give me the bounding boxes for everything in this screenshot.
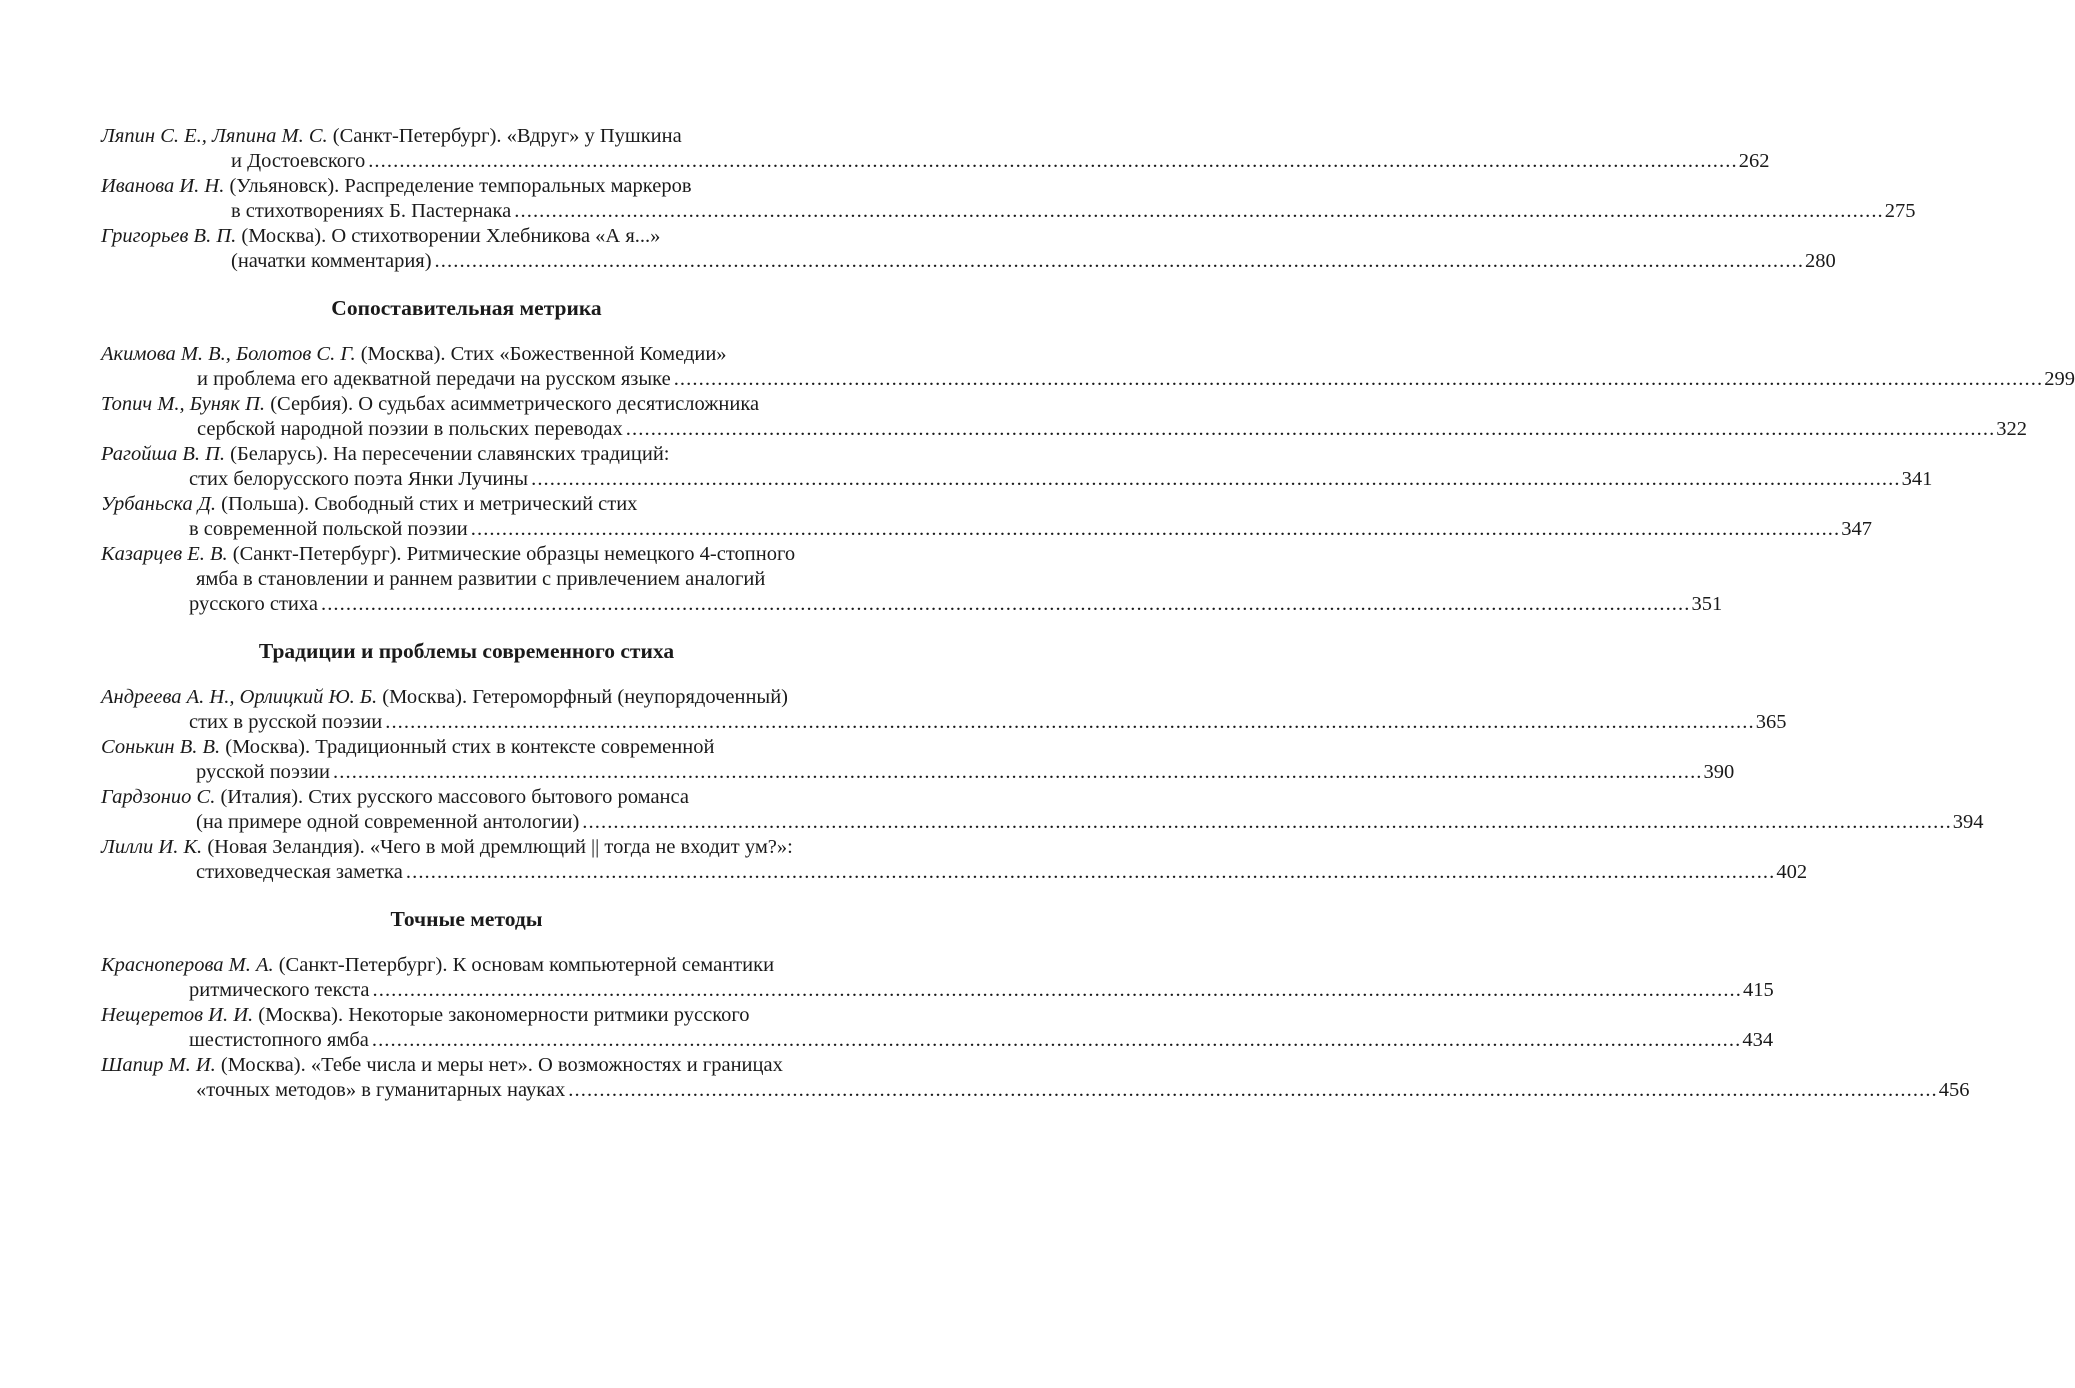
entry-title-start: (Новая Зеландия). «Чего в мой дремлющий || тогда не входит ум?»: bbox=[202, 836, 793, 858]
page-number[interactable]: 365 bbox=[1755, 711, 1787, 733]
dot-leader: ............................................................................................................................................................................................................................ bbox=[385, 711, 1755, 733]
entry-last-line bbox=[101, 417, 2028, 442]
dot-leader: ............................................................................................................................................................................................................................ bbox=[673, 368, 2044, 390]
entry-author: Иванова И. Н. bbox=[101, 175, 225, 197]
entry-first-line bbox=[101, 1003, 868, 1028]
dot-leader: ............................................................................................................................................................................................................................ bbox=[333, 761, 1703, 783]
entry-title-start: (Москва). Некоторые закономерности ритмики русского bbox=[253, 1004, 750, 1026]
entry-title-end: (на примере одной современной антологии) bbox=[196, 811, 580, 833]
toc-entry[interactable] bbox=[101, 735, 1735, 785]
page-number[interactable]: 402 bbox=[1776, 861, 1808, 883]
entry-title-start: (Москва). Гетероморфный (неупорядоченный) bbox=[377, 686, 788, 708]
entry-author: Гардзонио С. bbox=[101, 786, 216, 808]
entry-last-line bbox=[101, 710, 1787, 735]
dot-leader: ............................................................................................................................................................................................................................ bbox=[368, 150, 1738, 172]
page-number[interactable]: 347 bbox=[1841, 518, 1872, 540]
entry-title-end: стиховедческая заметка bbox=[196, 861, 403, 883]
section-heading: Сопоставительная метрика bbox=[331, 296, 602, 320]
toc-entry[interactable] bbox=[101, 835, 1808, 885]
entry-first-line bbox=[101, 542, 868, 567]
toc-entry[interactable] bbox=[101, 342, 2075, 392]
dot-leader: ............................................................................................................................................................................................................................ bbox=[372, 979, 1742, 1001]
entry-title-start: (Сербия). О судьбах асимметрического десятисложника bbox=[265, 393, 760, 415]
page-number[interactable]: 341 bbox=[1901, 468, 1933, 490]
entry-title-start: (Польша). Свободный стих и метрический стих bbox=[216, 493, 638, 515]
entry-first-line bbox=[101, 492, 868, 517]
entry-last-line bbox=[101, 760, 1735, 785]
entry-first-line bbox=[101, 392, 868, 417]
entry-author: Шапир М. И. bbox=[101, 1054, 216, 1076]
entry-last-line bbox=[101, 367, 2075, 392]
entry-title-start: (Москва). Стих «Божественной Комедии» bbox=[355, 343, 727, 365]
dot-leader: ............................................................................................................................................................................................................................ bbox=[405, 861, 1776, 883]
entry-author: Урбаньска Д. bbox=[101, 493, 217, 515]
entry-title-start: (Москва). «Тебе числа и меры нет». О возможностях и границах bbox=[215, 1054, 783, 1076]
entry-first-line bbox=[101, 224, 868, 249]
entry-author: Нещеретов И. И. bbox=[101, 1004, 254, 1026]
entry-title-start: (Санкт-Петербург). «Вдруг» у Пушкина bbox=[327, 125, 682, 147]
entry-first-line bbox=[101, 1053, 868, 1078]
page-number[interactable]: 394 bbox=[1952, 811, 1984, 833]
entry-last-line bbox=[101, 1028, 1774, 1053]
entry-title-start: (Москва). О стихотворении Хлебникова «А я...» bbox=[236, 225, 661, 247]
toc-entry[interactable] bbox=[101, 124, 1770, 174]
entry-last-line bbox=[101, 592, 1723, 617]
entry-first-line bbox=[101, 735, 868, 760]
entry-title-start: (Ульяновск). Распределение темпоральных маркеров bbox=[224, 175, 692, 197]
page-number[interactable]: 275 bbox=[1884, 200, 1916, 222]
page-number[interactable]: 322 bbox=[1996, 418, 2028, 440]
entry-first-line bbox=[101, 174, 868, 199]
entry-author: Рагойша В. П. bbox=[101, 443, 226, 465]
entry-author: Сонькин В. В. bbox=[101, 736, 221, 758]
entry-title-end: ритмического текста bbox=[189, 979, 370, 1001]
dot-leader: ............................................................................................................................................................................................................................ bbox=[434, 250, 1805, 272]
entry-title-end: стих белорусского поэта Янки Лучины bbox=[189, 468, 529, 490]
page-number[interactable]: 299 bbox=[2044, 368, 2075, 390]
toc-entry[interactable] bbox=[101, 1003, 1774, 1053]
entry-author: Казарцев Е. В. bbox=[101, 543, 228, 565]
toc-entry[interactable] bbox=[101, 953, 1774, 1003]
entry-last-line bbox=[101, 149, 1770, 174]
toc-entry[interactable] bbox=[101, 1053, 1970, 1103]
dot-leader: ............................................................................................................................................................................................................................ bbox=[531, 468, 1901, 490]
dot-leader: ............................................................................................................................................................................................................................ bbox=[320, 593, 1691, 615]
page-number[interactable]: 415 bbox=[1743, 979, 1774, 1001]
toc-entry[interactable] bbox=[101, 785, 1984, 835]
entry-title-end: в стихотворениях Б. Пастернака bbox=[231, 200, 512, 222]
entry-title-end: и Достоевского bbox=[231, 150, 366, 172]
entry-first-line bbox=[101, 835, 868, 860]
dot-leader: ............................................................................................................................................................................................................................ bbox=[470, 518, 1841, 540]
entry-title-end: стих в русской поэзии bbox=[189, 711, 383, 733]
entry-title-end: шестистопного ямба bbox=[189, 1029, 369, 1051]
entry-title-end: (начатки комментария) bbox=[231, 250, 432, 272]
entry-title-start: (Москва). Традиционный стих в контексте современной bbox=[220, 736, 715, 758]
entry-author: Красноперова М. А. bbox=[101, 954, 274, 976]
toc-entry[interactable] bbox=[101, 442, 1933, 492]
entry-title-end: в современной польской поэзии bbox=[189, 518, 468, 540]
entry-last-line bbox=[101, 1078, 1970, 1103]
toc-entry[interactable] bbox=[101, 224, 1836, 274]
entry-last-line bbox=[101, 860, 1808, 885]
section-heading: Точные методы bbox=[390, 907, 543, 931]
entry-title-end: и проблема его адекватной передачи на русском языке bbox=[197, 368, 671, 390]
entry-first-line bbox=[101, 442, 868, 467]
entry-author: Лилли И. К. bbox=[101, 836, 203, 858]
entry-title-start: (Беларусь). На пересечении славянских традиций: bbox=[225, 443, 670, 465]
page-number[interactable]: 390 bbox=[1703, 761, 1735, 783]
toc-entry[interactable] bbox=[101, 685, 1787, 735]
page-number[interactable]: 262 bbox=[1738, 150, 1770, 172]
toc-entry[interactable] bbox=[101, 392, 2028, 442]
entry-last-line bbox=[101, 249, 1836, 274]
entry-first-line bbox=[101, 785, 868, 810]
entry-title-start: (Санкт-Петербург). Ритмические образцы немецкого 4-стопного bbox=[227, 543, 796, 565]
entry-last-line bbox=[101, 467, 1933, 492]
entry-author: Ляпин С. Е., Ляпина М. С. bbox=[101, 125, 328, 147]
entry-first-line bbox=[101, 124, 868, 149]
dot-leader: ............................................................................................................................................................................................................................ bbox=[568, 1079, 1938, 1101]
entry-first-line bbox=[101, 685, 868, 710]
entry-last-line bbox=[101, 810, 1984, 835]
entry-title-start: (Санкт-Петербург). К основам компьютерной семантики bbox=[273, 954, 775, 976]
entry-author: Андреева А. Н., Орлицкий Ю. Б. bbox=[101, 686, 378, 708]
entry-first-line bbox=[101, 342, 868, 367]
section-heading: Традиции и проблемы современного стиха bbox=[258, 639, 675, 663]
entry-title-end: сербской народной поэзии в польских переводах bbox=[197, 418, 623, 440]
entry-author: Григорьев В. П. bbox=[101, 225, 237, 247]
dot-leader: ............................................................................................................................................................................................................................ bbox=[582, 811, 1952, 833]
toc-entry[interactable] bbox=[101, 542, 1723, 617]
page-number[interactable]: 351 bbox=[1691, 593, 1723, 615]
entry-author: Акимова М. В., Болотов С. Г. bbox=[101, 343, 356, 365]
entry-last-line bbox=[101, 199, 1916, 224]
dot-leader: ............................................................................................................................................................................................................................ bbox=[514, 200, 1884, 222]
entry-title-line: ямба в становлении и раннем развитии с привлечением аналогий bbox=[196, 568, 766, 590]
toc-entry[interactable] bbox=[101, 492, 1872, 542]
entry-title-end: русского стиха bbox=[189, 593, 318, 615]
dot-leader: ............................................................................................................................................................................................................................ bbox=[371, 1029, 1742, 1051]
page-number[interactable]: 456 bbox=[1938, 1079, 1970, 1101]
entry-last-line bbox=[101, 978, 1774, 1003]
entry-author: Топич М., Буняк П. bbox=[101, 393, 266, 415]
entry-title-end: русской поэзии bbox=[196, 761, 331, 783]
page-number[interactable]: 280 bbox=[1805, 250, 1836, 272]
dot-leader: ............................................................................................................................................................................................................................ bbox=[625, 418, 1996, 440]
entry-title-start: (Италия). Стих русского массового бытового романса bbox=[215, 786, 689, 808]
toc-entry[interactable] bbox=[101, 174, 1916, 224]
table-of-contents bbox=[101, 124, 2075, 1103]
entry-title-end: «точных методов» в гуманитарных науках bbox=[196, 1079, 566, 1101]
entry-first-line bbox=[101, 953, 868, 978]
page-number[interactable]: 434 bbox=[1742, 1029, 1774, 1051]
entry-last-line bbox=[101, 517, 1872, 542]
